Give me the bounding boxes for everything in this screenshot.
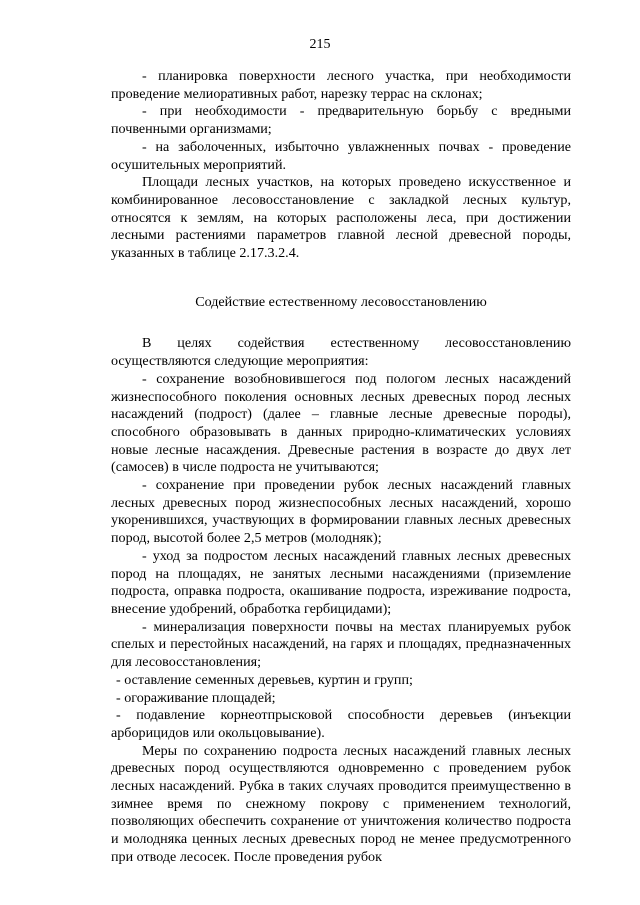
list-item-care: - уход за подростом лесных насаждений главных лесных древесных пород на площадях, не занятых лесными насаждениями (приземление подроста, оправка подроста, окашивание подроста, изреживание подроста, внесение удобрений, обработка гербицидами); xyxy=(111,547,571,617)
list-item-suppression: - подавление корнеотпрысковой способности деревьев (инъекции арборицидов или окольцовывание). xyxy=(111,707,571,741)
list-item-undergrowth: - сохранение возобновившегося под пологом лесных насаждений жизнеспособного поколения основных лесных древесных пород лесных насаждений (подрост) (далее – главные лесные древесные породы), способного образовывать в данных природно-климатических условиях новые лесные насаждения. Древесные растения в возрасте до двух лет (самосев) в числе подроста не учитываются; xyxy=(111,370,571,476)
paragraph-land-category: Площади лесных участков, на которых проведено искусственное и комбинированное лесовосстановление с закладкой лесных культур, относятся к землям, на которых расположены леса, при достижении лесными растениями параметров главной лесной древесной породы, указанных в таблице 2.17.3.2.4. xyxy=(111,174,571,262)
paragraph-pest-control: - при необходимости - предварительную борьбу с вредными почвенными организмами; xyxy=(111,103,571,138)
list-item-young-growth: - сохранение при проведении рубок лесных насаждений главных лесных древесных пород жизнеспособных лесных насаждений, хорошо укоренившихся, участвующих в формировании главных лесных древесных пород, высотой более 2,5 метров (молодняк); xyxy=(111,477,571,547)
list-item-mineralization: - минерализация поверхности почвы на местах планируемых рубок спелых и перестойных насаждений, на гарях и площадях, предназначенных для лесовосстановления; xyxy=(111,618,571,671)
section-heading: Содействие естественному лесовосстановлению xyxy=(195,293,487,310)
page-content xyxy=(111,68,571,867)
page-number: 215 xyxy=(309,37,331,52)
paragraph-planning: - планировка поверхности лесного участка, при необходимости проведение мелиоративных работ, нарезку террас на склонах; xyxy=(111,68,571,102)
list-item-fencing: - огораживание площадей; xyxy=(116,689,276,706)
list-item-seed-trees: - оставление семенных деревьев, куртин и групп; xyxy=(116,671,413,688)
paragraph-drainage: - на заболоченных, избыточно увлажненных почвах - проведение осушительных мероприятий. xyxy=(111,138,571,173)
paragraph-intro: В целях содействия естественному лесовосстановлению осуществляются следующие мероприятия: xyxy=(111,335,571,370)
paragraph-measures: Меры по сохранению подроста лесных насаждений главных лесных древесных пород осуществляются одновременно с проведением рубок лесных насаждений. Рубка в таких случаях проводится преимущественно в зимнее время по снежному покрову с применением технологий, позволяющих обеспечить сохранение от уничтожения количество подроста и молодняка ценных лесных древесных пород не менее предусмотренного при отводе лесосек. После проведения рубок xyxy=(111,742,571,865)
